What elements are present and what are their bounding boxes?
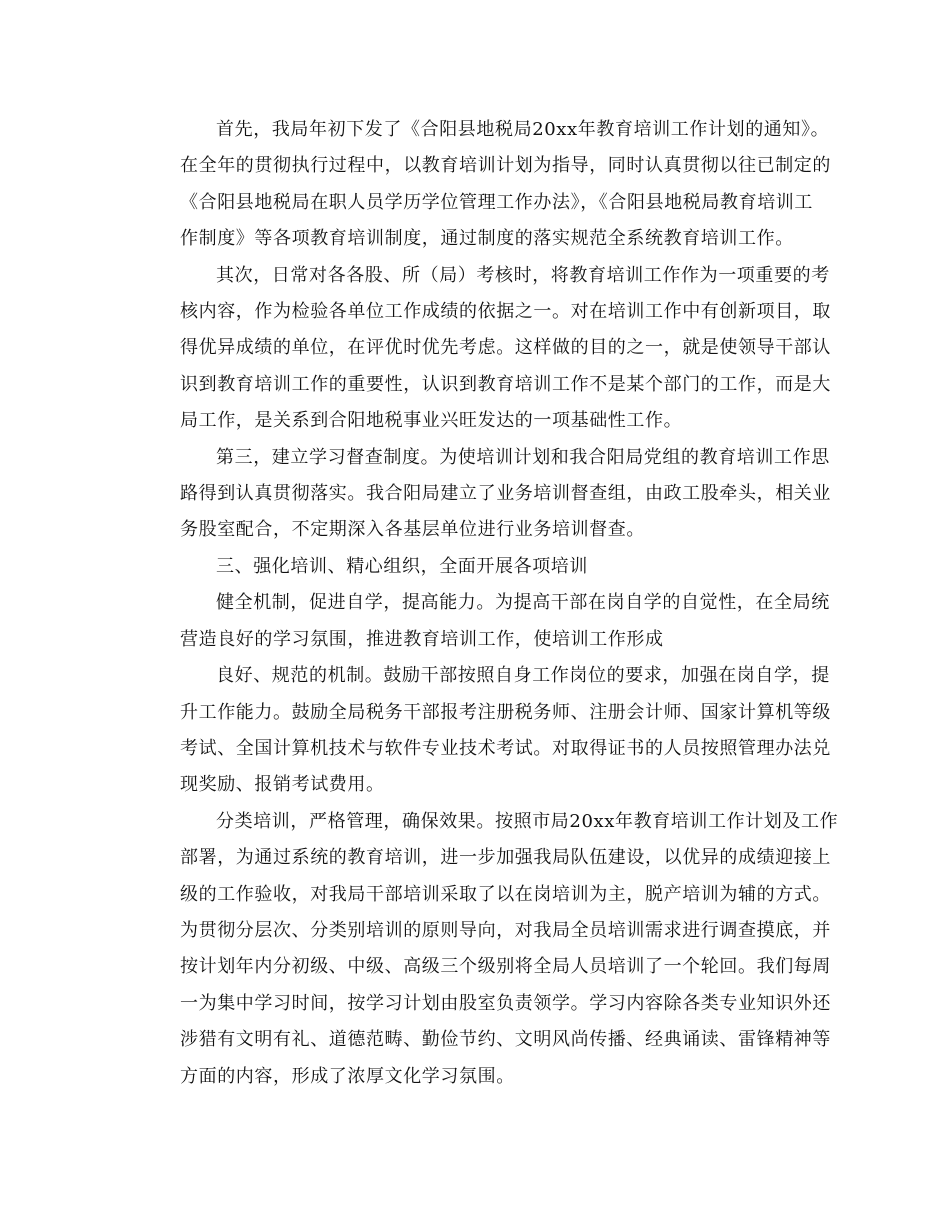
text-line: 分类培训，严格管理，确保效果。按照市局20xx年教育培训工作计划及工作 [216, 810, 839, 832]
text-line: 涉猎有文明有礼、道德范畴、勤俭节约、文明风尚传播、经典诵读、雷锋精神等 [180, 1029, 831, 1051]
text-line: 现奖励、报销考试费用。 [180, 774, 385, 796]
paragraph-6 [144, 804, 839, 1095]
document-page [144, 112, 839, 1095]
heading-text: 三、强化培训、精心组织，全面开展各项培训 [216, 555, 588, 577]
paragraph-3 [144, 440, 831, 549]
text-line: 营造良好的学习氛围，推进教育培训工作，使培训工作形成 [180, 628, 664, 650]
text-line: 一为集中学习时间，按学习计划由股室负责领学。学习内容除各类专业知识外还 [180, 992, 831, 1014]
text-line: 路得到认真贯彻落实。我合阳局建立了业务培训督查组，由政工股牵头，相关业 [180, 483, 831, 505]
text-line: 级的工作验收，对我局干部培训采取了以在岗培训为主，脱产培训为辅的方式。 [180, 883, 831, 905]
paragraph-1 [144, 112, 831, 258]
text-line: 考试、全国计算机技术与软件专业技术考试。对取得证书的人员按照管理办法兑 [180, 737, 831, 759]
text-line: 按计划年内分初级、中级、高级三个级别将全局人员培训了一个轮回。我们每周 [180, 956, 831, 978]
text-line: 务股室配合，不定期深入各基层单位进行业务培训督查。 [180, 519, 645, 541]
paragraph-5 [144, 658, 831, 804]
text-line: 为贯彻分层次、分类别培训的原则导向，对我局全员培训需求进行调查摸底，并 [180, 919, 831, 941]
text-line: 健全机制，促进自学，提高能力。为提高干部在岗自学的自觉性，在全局统 [216, 592, 830, 614]
text-line: 方面的内容，形成了浓厚文化学习氛围。 [180, 1065, 515, 1087]
text-line: 局工作，是关系到合阳地税事业兴旺发达的一项基础性工作。 [180, 410, 683, 432]
text-line: 作制度》等各项教育培训制度，通过制度的落实规范全系统教育培训工作。 [180, 228, 794, 250]
text-line: 部署，为通过系统的教育培训，进一步加强我局队伍建设，以优异的成绩迎接上 [180, 847, 831, 869]
text-line: 《合阳县地税局在职人员学历学位管理工作办法》，《合阳县地税局教育培训工 [180, 191, 813, 213]
paragraph-4 [144, 585, 830, 658]
text-line: 其次，日常对各各股、所（局）考核时，将教育培训工作作为一项重要的考 [216, 264, 830, 286]
text-line: 在全年的贯彻执行过程中，以教育培训计划为指导，同时认真贯彻以往已制定的 [180, 155, 831, 177]
text-line: 良好、规范的机制。鼓励干部按照自身工作岗位的要求，加强在岗自学，提 [216, 665, 830, 687]
text-line: 得优异成绩的单位，在评优时优先考虑。这样做的目的之一，就是使领导干部认 [180, 337, 831, 359]
text-line: 首先，我局年初下发了《合阳县地税局20xx年教育培训工作计划的通知》。 [216, 119, 830, 140]
text-line: 升工作能力。鼓励全局税务干部报考注册税务师、注册会计师、国家计算机等级 [180, 701, 831, 723]
text-line: 第三，建立学习督查制度。为使培训计划和我合阳局党组的教育培训工作思 [216, 446, 830, 468]
paragraph-2 [144, 258, 831, 440]
text-line: 核内容，作为检验各单位工作成绩的依据之一。对在培训工作中有创新项目，取 [180, 301, 831, 323]
section-heading [144, 549, 806, 585]
text-line: 识到教育培训工作的重要性，认识到教育培训工作不是某个部门的工作，而是大 [180, 373, 831, 395]
